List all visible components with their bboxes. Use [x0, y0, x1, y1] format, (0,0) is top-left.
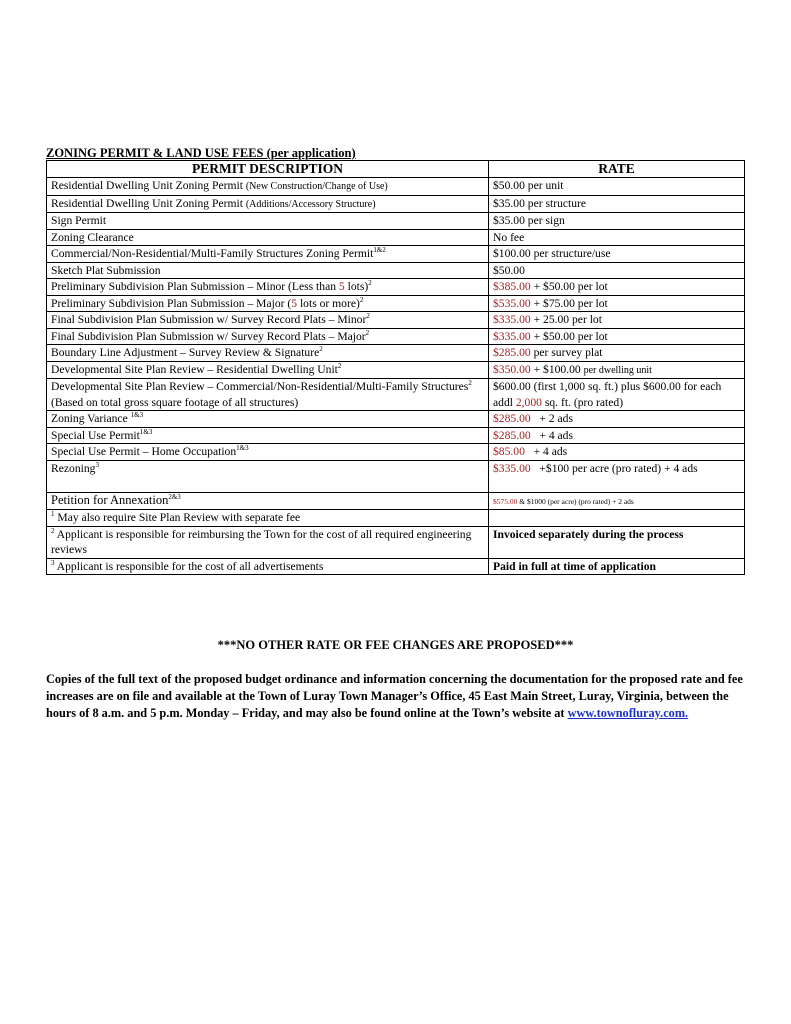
table-row: [47, 427, 745, 444]
permit-description: Preliminary Subdivision Plan Submission – Major (5 lots or more)$^2$: [47, 295, 489, 312]
table-row: [47, 295, 745, 312]
table-row: [47, 492, 745, 510]
permit-rate: $285.00 + 2 ads: [489, 411, 745, 428]
footnote-row: [47, 526, 745, 558]
permit-description: Residential Dwelling Unit Zoning Permit (New Construction/Change of Use): [47, 178, 489, 196]
permit-description: Rezoning$^3$: [47, 460, 489, 492]
table-row: [47, 195, 745, 213]
permit-description: Sketch Plat Submission: [47, 262, 489, 279]
no-changes-notice: ***NO OTHER RATE OR FEE CHANGES ARE PROPOSED***: [217, 638, 574, 652]
town-website-link[interactable]: www.townofluray.com.: [567, 706, 689, 720]
ordinance-paragraph: Copies of the full text of the proposed budget ordinance and information concerning the documentation for the proposed rate and fee increases are on file and available at the Town of Luray Town Manager’s Office, 45 East Main Street, Luray, Virginia, between the hours of 8 a.m. and 5 p.m. Monday – Friday, and may also be found online at the Town’s website at www.townofluray.com.: [46, 672, 743, 720]
table-row: [47, 178, 745, 196]
permit-rate: $50.00: [489, 262, 745, 279]
footnote-text: $^3$ Applicant is responsible for the cost of all advertisements: [47, 558, 489, 575]
footnote-rate: Paid in full at time of application: [489, 558, 745, 575]
footnote-row: [47, 510, 745, 527]
table-row: [47, 262, 745, 279]
permit-description: Sign Permit: [47, 213, 489, 230]
permit-rate: No fee: [489, 229, 745, 246]
permit-rate: $100.00 per structure/use: [489, 246, 745, 263]
permit-description: Final Subdivision Plan Submission w/ Survey Record Plats – Minor$^2$: [47, 312, 489, 329]
table-row: [47, 345, 745, 362]
permit-description: Boundary Line Adjustment – Survey Review & Signature$^2$: [47, 345, 489, 362]
footnote-rate: [489, 510, 745, 527]
table-row: [47, 246, 745, 263]
table-row: [47, 279, 745, 296]
table-row: [47, 460, 745, 492]
permit-rate: $85.00 + 4 ads: [489, 444, 745, 461]
table-row: [47, 312, 745, 329]
column-header-description: PERMIT DESCRIPTION: [47, 161, 489, 178]
footnote-rate: Invoiced separately during the process: [489, 526, 745, 558]
permit-description: Special Use Permit$^{1\&3}$: [47, 427, 489, 444]
permit-description: Commercial/Non-Residential/Multi-Family Structures Zoning Permit$^{1\&2}$: [47, 246, 489, 263]
permit-rate: $50.00 per unit: [489, 178, 745, 196]
permit-description: Special Use Permit – Home Occupation$^{1\&3}$: [47, 444, 489, 461]
table-row: [47, 379, 745, 411]
permit-rate: $335.00 + 25.00 per lot: [489, 312, 745, 329]
permit-rate: $285.00 + 4 ads: [489, 427, 745, 444]
table-row: [47, 229, 745, 246]
permit-description: Final Subdivision Plan Submission w/ Survey Record Plats – Major$^2$: [47, 328, 489, 345]
fee-table: [46, 160, 745, 575]
permit-rate: $575.00 & $1000 (per acre) (pro rated) + 2 ads: [489, 492, 745, 510]
permit-description: Developmental Site Plan Review – Commercial/Non-Residential/Multi-Family Structures$^2$ (Based on total gross square footage of all structures): [47, 379, 489, 411]
permit-description: Petition for Annexation$^{2\&3}$: [47, 492, 489, 510]
permit-rate: $350.00 + $100.00 per dwelling unit: [489, 361, 745, 379]
table-row: [47, 411, 745, 428]
footnote-text: $^1$ May also require Site Plan Review with separate fee: [47, 510, 489, 527]
permit-rate: $35.00 per structure: [489, 195, 745, 213]
fee-document: [46, 147, 744, 575]
section-heading: ZONING PERMIT & LAND USE FEES (per application): [46, 146, 356, 160]
table-row: [47, 213, 745, 230]
permit-description: Preliminary Subdivision Plan Submission – Minor (Less than 5 lots)$^2$: [47, 279, 489, 296]
table-row: [47, 328, 745, 345]
permit-rate: $285.00 per survey plat: [489, 345, 745, 362]
permit-rate: $600.00 (first 1,000 sq. ft.) plus $600.00 for each addl 2,000 sq. ft. (pro rated): [489, 379, 745, 411]
permit-description: Residential Dwelling Unit Zoning Permit (Additions/Accessory Structure): [47, 195, 489, 213]
permit-rate: $335.00 + $50.00 per lot: [489, 328, 745, 345]
table-header-row: [47, 161, 745, 178]
permit-description: Developmental Site Plan Review – Residential Dwelling Unit$^2$: [47, 361, 489, 379]
permit-rate: $35.00 per sign: [489, 213, 745, 230]
permit-rate: $385.00 + $50.00 per lot: [489, 279, 745, 296]
table-row: [47, 361, 745, 379]
table-row: [47, 444, 745, 461]
footnote-row: [47, 558, 745, 575]
footnote-text: $^2$ Applicant is responsible for reimbursing the Town for the cost of all required engineering reviews: [47, 526, 489, 558]
permit-description: Zoning Variance $^{1\&3}$: [47, 411, 489, 428]
permit-rate: $535.00 + $75.00 per lot: [489, 295, 745, 312]
column-header-rate: RATE: [489, 161, 745, 178]
permit-description: Zoning Clearance: [47, 229, 489, 246]
permit-rate: $335.00 +$100 per acre (pro rated) + 4 ads: [489, 460, 745, 492]
